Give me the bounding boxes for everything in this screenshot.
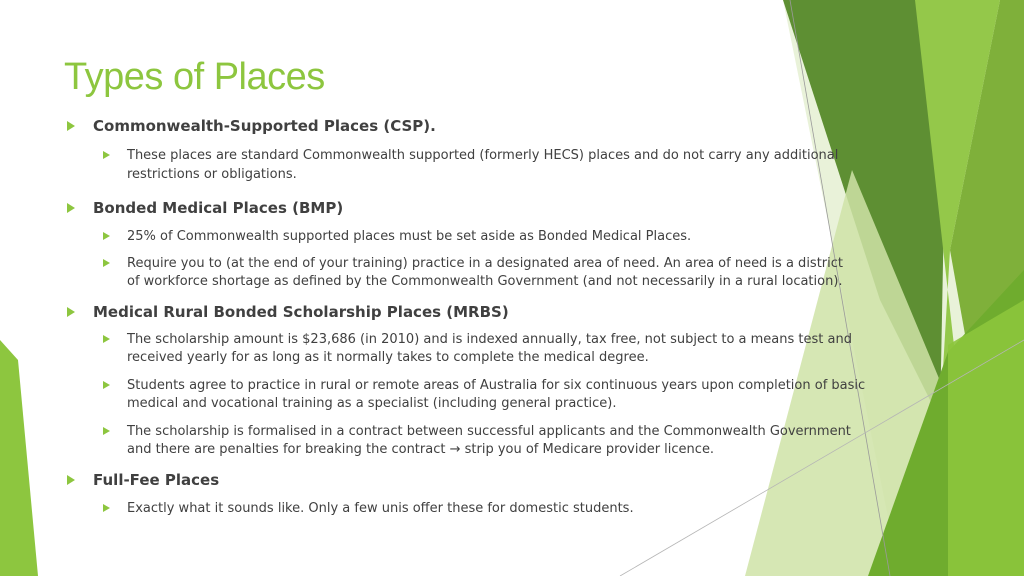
left-corner-facet: [0, 340, 38, 576]
bottom-right-facet: [948, 300, 1024, 576]
triangle-right-icon: [67, 307, 75, 317]
list-item: [98, 255, 859, 292]
list-item: [98, 423, 859, 460]
bullet-heading: Full-Fee Places: [93, 470, 220, 489]
bullet-text: The scholarship amount is $23,686 (in 2010) and is indexed annually, tax free, not subject to a means test and received yearly for as long as it normally takes to complete the medical degree.: [127, 331, 852, 365]
bullet-text: These places are standard Commonwealth supported (formerly HECS) places and do not carry any additional restrictions or obligations.: [127, 148, 839, 182]
bullet-text: Exactly what it sounds like. Only a few unis offer these for domestic students.: [127, 500, 634, 516]
list-item: [98, 377, 869, 414]
list-item: [64, 470, 864, 490]
list-item: [98, 331, 859, 368]
list-item: [64, 116, 864, 136]
bullet-text: 25% of Commonwealth supported places must be set aside as Bonded Medical Places.: [127, 229, 692, 244]
triangle-right-icon: [103, 504, 110, 512]
list-item: [64, 198, 864, 218]
list-item: [98, 228, 887, 247]
triangle-right-icon: [103, 151, 110, 159]
triangle-right-icon: [103, 232, 110, 240]
bullet-heading: Bonded Medical Places (BMP): [93, 199, 344, 217]
bullet-heading: Commonwealth-Supported Places (CSP).: [93, 117, 436, 135]
bullet-heading: Medical Rural Bonded Scholarship Places (MRBS): [93, 302, 509, 321]
list-item: [98, 500, 887, 519]
list-item: [64, 302, 864, 322]
triangle-right-icon: [67, 121, 75, 131]
triangle-right-icon: [103, 427, 110, 435]
bullet-list: [64, 116, 864, 518]
triangle-right-icon: [103, 335, 110, 343]
triangle-right-icon: [67, 475, 75, 485]
bullet-text: Require you to (at the end of your training) practice in a designated area of need. An area of need is a district of workforce shortage as defined by the Commonwealth Government (and not necessarily in a rural location).: [127, 255, 843, 289]
slide-title: Types of Places: [64, 56, 325, 98]
bullet-text: The scholarship is formalised in a contract between successful applicants and the Commonwealth Government and there are penalties for breaking the contract → strip you of Medicare provider licence.: [127, 423, 851, 457]
bullet-text: Students agree to practice in rural or remote areas of Australia for six continuous years upon completion of basic medical and vocational training as a specialist (including general practice).: [127, 377, 866, 411]
triangle-right-icon: [103, 259, 110, 267]
list-item: [98, 147, 887, 184]
triangle-right-icon: [103, 381, 110, 389]
triangle-right-icon: [67, 203, 75, 213]
